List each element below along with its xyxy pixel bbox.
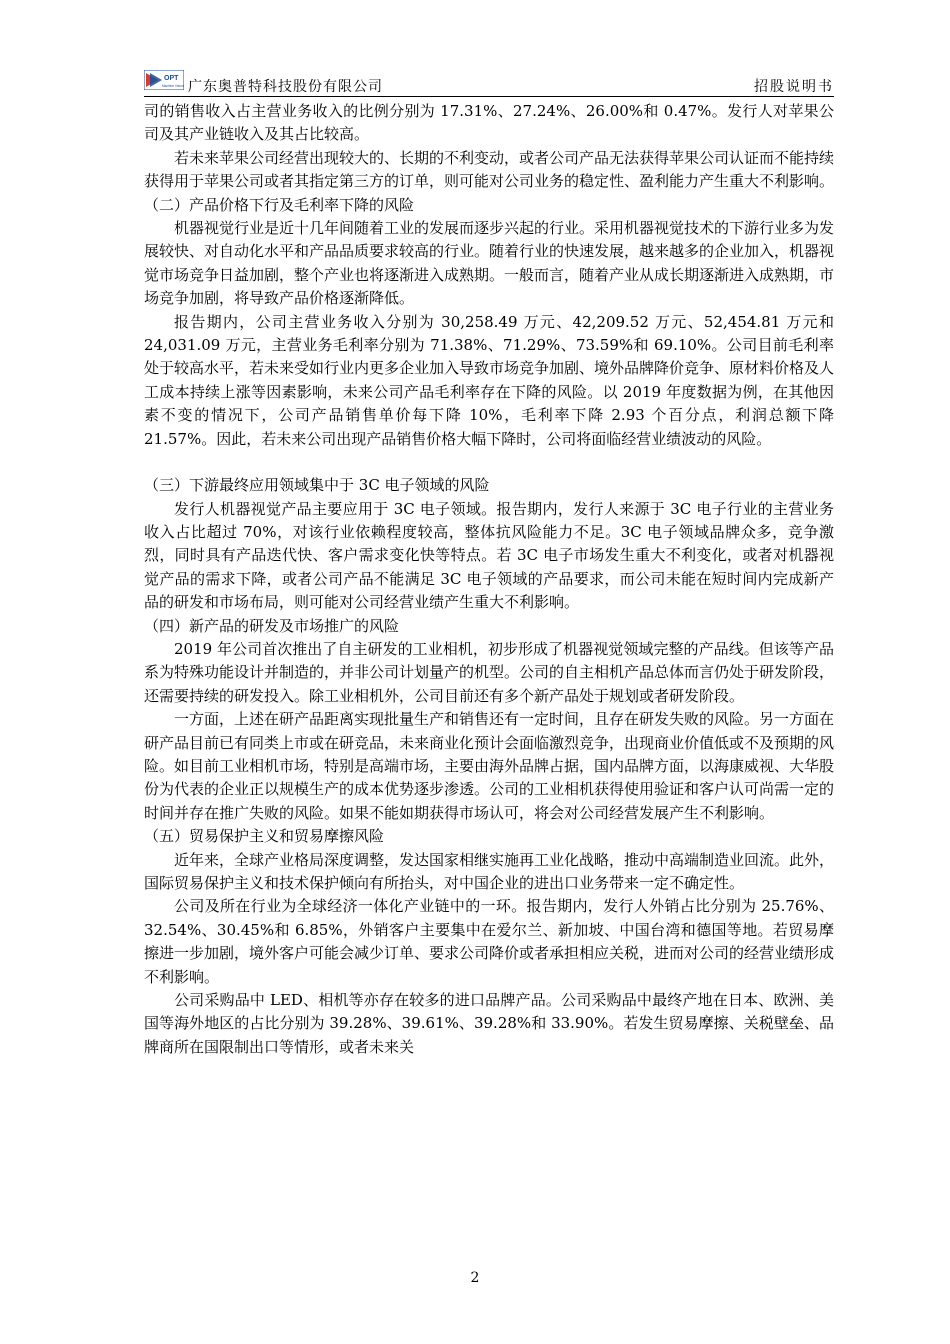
section-heading: （四）新产品的研发及市场推广的风险 (144, 616, 400, 635)
company-name: 广东奥普特科技股份有限公司 (188, 79, 383, 95)
paragraph: 若未来苹果公司经营出现较大的、长期的不利变动，或者公司产品无法获得苹果公司认证而不能持续获得用于苹果公司或者其指定第三方的订单，则可能对公司业务的稳定性、盈利能力产生重大不利影响。 (144, 148, 835, 191)
page-number: 2 (470, 1270, 480, 1286)
paragraph: 报告期内，公司主营业务收入分别为 30,258.49 万元、42,209.52 万元、52,454.81 万元和 24,031.09 万元，主营业务毛利率分别为 71.38%、71.29%、73.59%和 69.10%。公司目前毛利率处于较高水平，若未来受如行业内更多企业加入导致市场竞争加剧、境外品牌降价竞争、原材料价格及人工成本持续上涨等因素影响，未来公司产品毛利率存在下降的风险。以 2019 年度数据为例，在其他因素不变的情况下，公司产品销售单价每下降 10%，毛利率下降 2.93 个百分点，利润总额下降 21.57%。因此，若未来公司出现产品销售价格大幅下降时，公司将面临经营业绩波动的风险。 (144, 312, 835, 448)
spacer (144, 451, 834, 474)
section-heading: （五）贸易保护主义和贸易摩擦风险 (144, 827, 385, 846)
document-body (144, 100, 834, 1059)
paragraph: 公司及所在行业为全球经济一体化产业链中的一环。报告期内，发行人外销占比分别为 25.76%、32.54%、30.45%和 6.85%，外销客户主要集中在爱尔兰、新加坡、中国台湾和德国等地。若贸易摩擦进一步加剧，境外客户可能会减少订单、要求公司降价或者承担相应关税，进而对公司的经营业绩形成不利影响。 (144, 897, 835, 986)
paragraph: 一方面，上述在研产品距离实现批量生产和销售还有一定时间，且存在研发失败的风险。另一方面在研产品目前已有同类上市或在研竞品，未来商业化预计会面临激烈竞争，出现商业价值低或不及预期的风险。如目前工业相机市场，特别是高端市场，主要由海外品牌占据，国内品牌方面，以海康威视、大华股份为代表的企业正以规模生产的成本优势逐步渗透。公司的工业相机获得使用验证和客户认可尚需一定的时间并存在推广失败的风险。如果不能如期获得市场认可，将会对公司经营发展产生不利影响。 (144, 710, 835, 822)
page-header (144, 66, 834, 97)
paragraph: 发行人机器视觉产品主要应用于 3C 电子领域。报告期内，发行人来源于 3C 电子行业的主营业务收入占比超过 70%，对该行业依赖程度较高，整体抗风险能力不足。3C 电子领域品牌众多，竞争激烈，同时具有产品迭代快、客户需求变化快等特点。若 3C 电子市场发生重大不利变化，或者对机器视觉产品的需求下降，或者公司产品不能满足 3C 电子领域的产品要求，而公司未能在短时间内完成新产品的研发和市场布局，则可能对公司经营业绩产生重大不利影响。 (144, 499, 834, 612)
section-heading: （三）下游最终应用领域集中于 3C 电子领域的风险 (144, 476, 490, 495)
paragraph: 2019 年公司首次推出了自主研发的工业相机，初步形成了机器视觉领域完整的产品线。但该等产品系为特殊功能设计并制造的，并非公司计划量产的机型。公司的自主相机产品总体而言仍处于研发阶段，还需要持续的研发投入。除工业相机外，公司目前还有多个新产品处于规划或者研发阶段。 (144, 639, 835, 705)
opt-logo-icon (144, 70, 184, 90)
paragraph: 司的销售收入占主营业务收入的比例分别为 17.31%、27.24%、26.00%和 0.47%。发行人对苹果公司及其产业链收入及其占比较高。 (144, 102, 834, 144)
paragraph: 公司采购品中 LED、相机等亦存在较多的进口品牌产品。公司采购品中最终产地在日本、欧洲、美国等海外地区的占比分别为 39.28%、39.61%、39.28%和 33.90%。若发生贸易摩擦、关税壁垒、品牌商所在国限制出口等情形，或者未来关 (144, 991, 834, 1056)
document-title: 招股说明书 (754, 79, 834, 95)
paragraph: 机器视觉行业是近十几年间随着工业的发展而逐步兴起的行业。采用机器视觉技术的下游行业多为发展较快、对自动化水平和产品品质要求较高的行业。随着行业的快速发展，越来越多的企业加入，机器视觉市场竞争日益加剧，整个产业也将逐渐进入成熟期。一般而言，随着产业从成长期逐渐进入成熟期，市场竞争加剧，将导致产品价格逐渐降低。 (144, 219, 835, 308)
logo-text: OPT (164, 75, 179, 82)
section-heading: （二）产品价格下行及毛利率下降的风险 (144, 195, 415, 214)
logo-subtext: Machine Vision (162, 84, 184, 88)
paragraph: 近年来，全球产业格局深度调整，发达国家相继实施再工业化战略，推动中高端制造业回流。此外，国际贸易保护主义和技术保护倾向有所抬头，对中国企业的进出口业务带来一定不确定性。 (144, 850, 835, 892)
